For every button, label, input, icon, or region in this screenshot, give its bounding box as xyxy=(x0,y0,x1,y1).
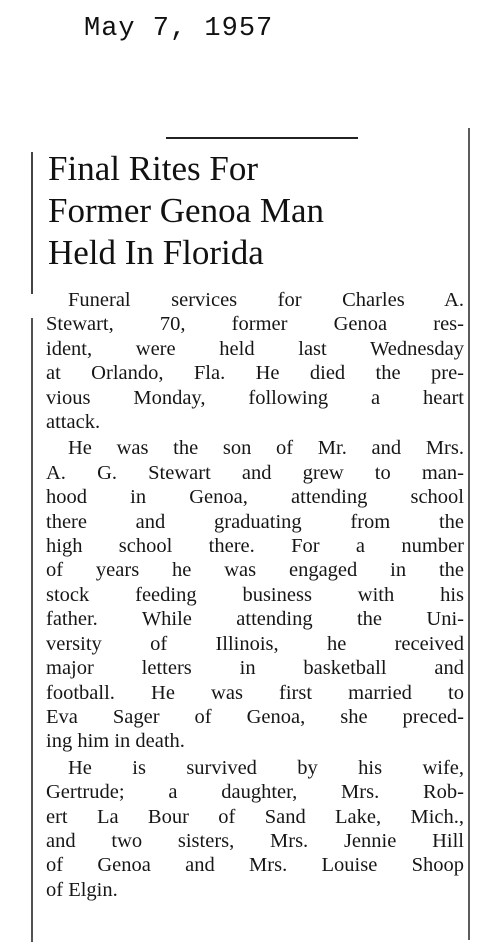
text-line: vious Monday, following a heart xyxy=(46,386,464,409)
headline-line: Final Rites For xyxy=(48,149,259,188)
text-line: ing him in death. xyxy=(46,730,185,753)
text-line: Eva Sager of Genoa, she preced- xyxy=(46,705,464,728)
headline-line: Former Genoa Man xyxy=(48,191,325,230)
text-line: Gertrude; a daughter, Mrs. Rob- xyxy=(46,781,464,804)
text-line: major letters in basketball and xyxy=(46,657,464,680)
text-line: father. While attending the Uni- xyxy=(46,608,464,631)
left-column-rule xyxy=(31,152,33,942)
article-paragraph-1 xyxy=(46,288,464,434)
text-line: high school there. For a number xyxy=(46,535,464,558)
news-article xyxy=(46,148,464,902)
clipping-date: May 7, 1957 xyxy=(84,14,274,44)
text-line: Funeral services for Charles A. xyxy=(68,289,464,311)
text-line: ert La Bour of Sand Lake, Mich., xyxy=(46,805,464,828)
article-paragraph-3 xyxy=(46,756,464,902)
headline-line: Held In Florida xyxy=(48,233,264,272)
text-line: He was the son of Mr. and Mrs. xyxy=(68,437,464,460)
text-line: hood in Genoa, attending school xyxy=(46,486,464,509)
text-line: of Genoa and Mrs. Louise Shoop xyxy=(46,854,464,877)
article-headline xyxy=(48,148,464,274)
text-line: A. G. Stewart and grew to man- xyxy=(46,461,464,484)
text-line: stock feeding business with his xyxy=(46,583,464,606)
text-line: football. He was first married to xyxy=(46,681,464,704)
text-line: at Orlando, Fla. He died the pre- xyxy=(46,362,464,385)
top-rule xyxy=(166,137,358,139)
text-line: of Elgin. xyxy=(46,878,118,901)
text-line: of years he was engaged in the xyxy=(46,559,464,582)
text-line: and two sisters, Mrs. Jennie Hill xyxy=(46,829,464,852)
right-column-rule xyxy=(468,128,470,940)
text-line: Stewart, 70, former Genoa res- xyxy=(46,313,464,336)
text-line: versity of Illinois, he received xyxy=(46,632,464,655)
text-line: He is survived by his wife, xyxy=(68,756,464,779)
text-line: there and graduating from the xyxy=(46,510,464,533)
text-line: attack. xyxy=(46,411,101,434)
text-line: ident, were held last Wednesday xyxy=(46,337,464,360)
article-paragraph-2 xyxy=(46,436,464,753)
